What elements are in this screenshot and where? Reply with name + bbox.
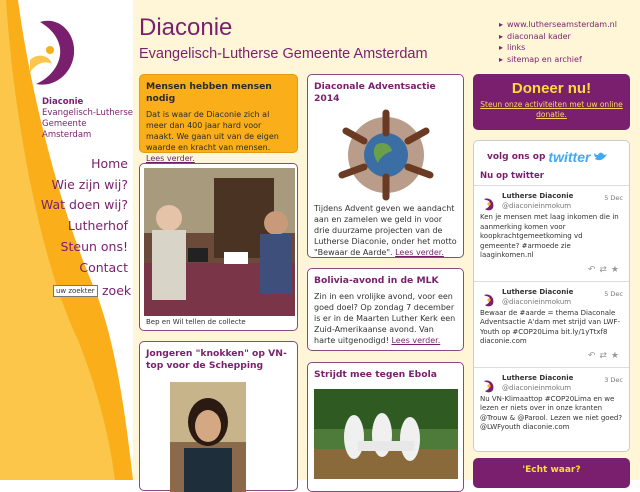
donate-title[interactable]: Doneer nu! [511, 80, 592, 97]
tweet-item [474, 185, 629, 281]
donate-subtext[interactable]: Steun onze activiteiten met uw online donatie. [480, 100, 623, 119]
diaconie-logo[interactable] [10, 12, 80, 92]
advent-read-more[interactable]: Lees verder. [395, 248, 444, 257]
bolivia-text [308, 287, 463, 350]
tweet-actions [502, 265, 623, 275]
nav-steun-ons[interactable]: Steun ons! [60, 238, 128, 254]
advent-title[interactable]: Diaconale Adventsactie 2014 [314, 81, 436, 104]
page-title: Diaconie [139, 14, 233, 41]
search-row [53, 283, 131, 298]
toplink-links[interactable]: ▸ links [499, 42, 617, 54]
toplink-lutherseamsterdam[interactable]: ▸ www.lutherseamsterdam.nl [499, 19, 617, 31]
twitter-follow-label: volg ons op [487, 152, 546, 162]
tweet-date[interactable]: 5 Dec [604, 289, 623, 298]
tweet-avatar-icon[interactable] [480, 196, 497, 213]
reply-icon[interactable]: ↶ [587, 350, 600, 361]
nav-home[interactable]: Home [91, 156, 128, 171]
ebola-title[interactable]: Strijdt mee tegen Ebola [314, 369, 437, 380]
tweet-handle[interactable]: @diaconieinmokum [502, 297, 572, 306]
top-links [499, 19, 617, 65]
tweet-handle[interactable]: @diaconieinmokum [502, 383, 572, 392]
collecte-photo [144, 168, 295, 316]
brand-text [42, 97, 133, 141]
favorite-icon[interactable]: ★ [610, 350, 623, 361]
brand-line-2: Evangelisch-Lutherse [42, 108, 133, 118]
ebola-photo [314, 389, 458, 479]
reply-icon[interactable]: ↶ [587, 264, 600, 275]
tweet-avatar-icon[interactable] [480, 292, 497, 309]
bolivia-card [307, 268, 464, 351]
ebola-card [307, 362, 464, 492]
advent-body: Tijdens Advent geven we aandacht aan en zamelen we geld in voor drie duurzame projecten van de Lutherse Diaconie, onder het motto "Bewaar de Aarde". [314, 204, 457, 257]
twitter-header[interactable] [474, 141, 629, 165]
tweet-text: Ken je mensen met laag inkomen die in aanmerking komen voor koopkrachtgemeetkoming vd gemeente? #armoede zie laaginkomen.nl [480, 213, 619, 259]
tweet-item [474, 281, 629, 367]
search-input[interactable] [53, 285, 98, 297]
toplink-sitemap[interactable]: ▸ sitemap en archief [499, 54, 617, 66]
toplink-diaconaal-kader[interactable]: ▸ diaconaal kader [499, 31, 617, 43]
nav-wat-doen-wij[interactable]: Wat doen wij? [40, 197, 128, 213]
advent-globe-photo [320, 111, 452, 199]
brand-line-3: Gemeente Amsterdam [42, 119, 92, 140]
tweet-actions [502, 351, 623, 361]
retweet-icon[interactable]: ⇄ [599, 264, 611, 275]
tweet-author[interactable]: Lutherse Diaconie [502, 192, 574, 200]
jongeren-card [139, 341, 298, 491]
echt-waar-banner[interactable] [473, 458, 630, 488]
tweet-date[interactable]: 5 Dec [604, 194, 623, 202]
main-nav [41, 154, 128, 278]
mensen-body: Dat is waar de Diaconie zich al meer dan 400 jaar hard voor maakt. We gaan uit van de eigen waarde en kracht van mensen. [146, 110, 279, 152]
echt-waar-title[interactable]: 'Echt waar? [522, 465, 581, 475]
tweet-author[interactable]: Lutherse Diaconie [502, 373, 574, 382]
donate-banner[interactable] [473, 74, 630, 130]
mensen-card [139, 74, 298, 163]
tweet-text: Nu VN-Klimaattop #COP20Lima en we lezen er niets over in onze kranten @Trouw & @Parool. Lezen we niet goed? @LWFyouth diaconie.com [480, 394, 623, 431]
tweet-text: Bewaar de #aarde = thema Diaconale Adventsactie A'dam met strijd van LWF-Youth op #COP20Lima bit.ly/1yTtxf8 diaconie.com [480, 308, 620, 345]
bolivia-read-more[interactable]: Lees verder. [391, 336, 441, 345]
nav-wie-zijn-wij[interactable]: Wie zijn wij? [51, 176, 128, 192]
retweet-icon[interactable]: ⇄ [599, 350, 611, 361]
advent-card [307, 74, 464, 258]
jongeren-title[interactable]: Jongeren "knokken" op VN-top voor de Schepping [146, 348, 287, 371]
bolivia-body: Zin in een vrolijke avond, voor een goed doel? Op zondag 7 december is er in de Maarten Luther Kerk een Zuid-Amerikaanse avond. Van harte uitgenodigd! [314, 292, 456, 345]
twitter-bird-icon [593, 151, 609, 163]
mensen-read-more[interactable]: Lees verder. [146, 154, 195, 163]
tweet-handle[interactable]: @diaconieinmokum [502, 202, 572, 210]
mensen-text [140, 105, 297, 168]
sidebar [0, 0, 133, 480]
tweet-avatar-icon[interactable] [480, 378, 497, 395]
tweet-item [474, 367, 629, 439]
twitter-heading: Nu op twitter [480, 171, 544, 181]
favorite-icon[interactable]: ★ [610, 264, 623, 275]
brand-line-1: Diaconie [42, 97, 84, 107]
search-button[interactable]: zoek [102, 283, 132, 298]
mensen-title: Mensen hebben mensen nodig [146, 81, 272, 104]
photo-card-collecte [139, 163, 298, 331]
tweet-date[interactable]: 3 Dec [604, 375, 623, 384]
collecte-caption: Bep en Wil tellen de collecte [146, 318, 246, 326]
main-area [133, 0, 640, 480]
tweet-author[interactable]: Lutherse Diaconie [502, 287, 574, 296]
nav-lutherhof[interactable]: Lutherhof [67, 218, 128, 234]
twitter-widget [473, 140, 630, 452]
bolivia-title[interactable]: Bolivia-avond in de MLK [314, 275, 439, 286]
advent-text [308, 199, 463, 262]
nav-contact[interactable]: Contact [79, 259, 128, 275]
jongeren-photo [170, 382, 246, 492]
twitter-logo: twitter [548, 149, 591, 165]
page-subtitle: Evangelisch-Lutherse Gemeente Amsterdam [139, 46, 428, 62]
